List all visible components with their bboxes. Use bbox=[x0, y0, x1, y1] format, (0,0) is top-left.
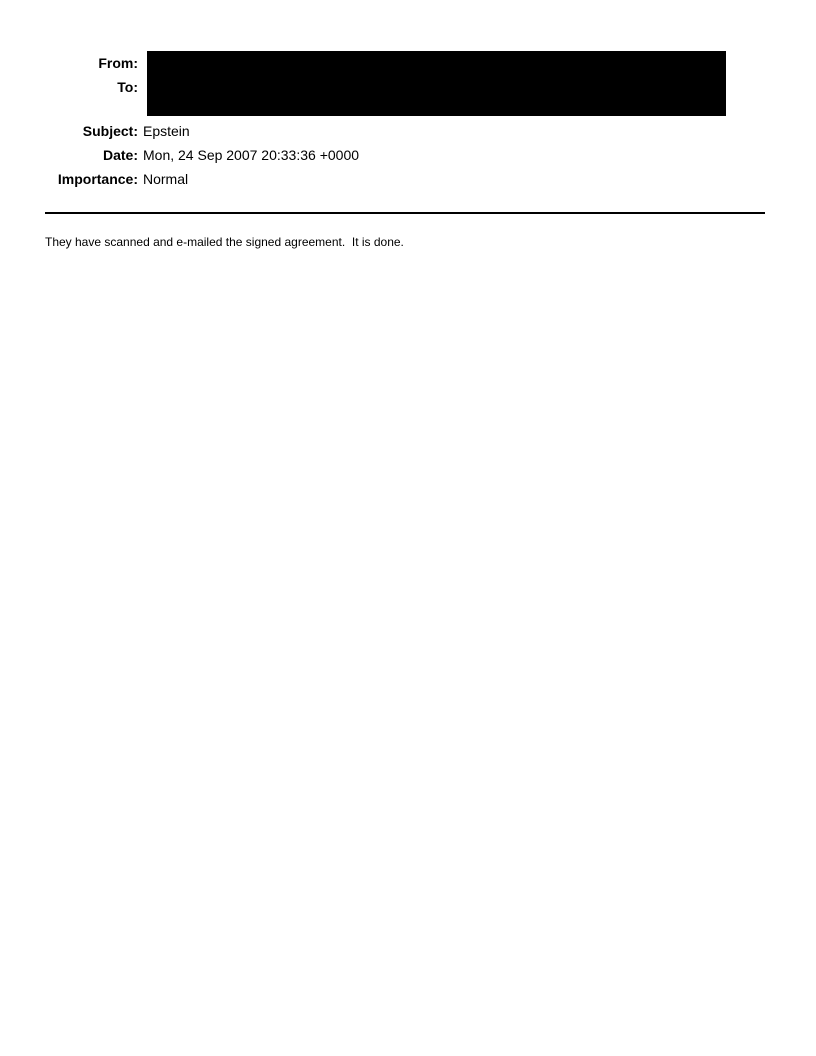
date-row bbox=[0, 145, 359, 165]
subject-label: Subject: bbox=[82, 123, 138, 139]
from-label: From: bbox=[98, 55, 138, 71]
subject-row bbox=[0, 121, 190, 141]
email-body: They have scanned and e-mailed the signed agreement. It is done. bbox=[45, 235, 404, 249]
header-divider bbox=[45, 212, 765, 214]
subject-value: Epstein bbox=[143, 123, 190, 139]
date-value: Mon, 24 Sep 2007 20:33:36 +0000 bbox=[143, 147, 360, 163]
importance-label: Importance: bbox=[57, 171, 138, 187]
date-label: Date: bbox=[102, 147, 138, 163]
redaction-block bbox=[147, 51, 726, 116]
importance-value: Normal bbox=[143, 171, 189, 187]
importance-row bbox=[0, 169, 188, 189]
email-header bbox=[0, 0, 816, 200]
to-label: To: bbox=[117, 79, 138, 95]
to-row bbox=[0, 77, 143, 97]
from-row bbox=[0, 53, 143, 73]
